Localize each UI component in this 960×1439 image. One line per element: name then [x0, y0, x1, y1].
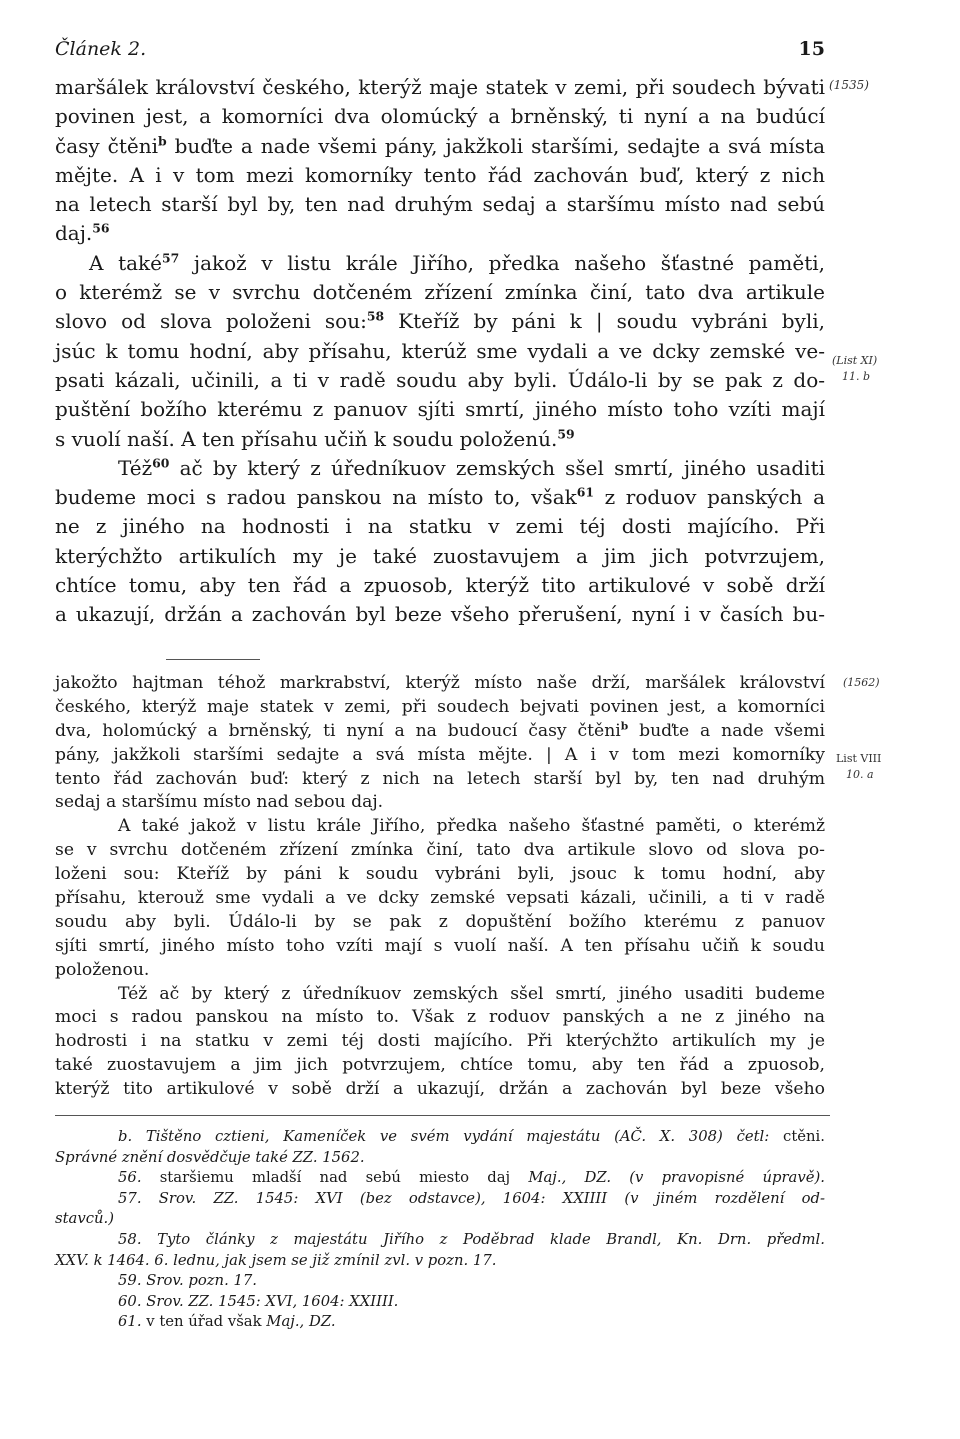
- text-line: povinen jest, a komorníci dva olomúcký a brněnský, ti nyní a na budúcí: [55, 104, 825, 129]
- text-line: mějte. A i v tom mezi komorníky tento řád zachován buď, který z nich: [55, 162, 825, 187]
- text-line: ne z jiného na hodnosti i na statku v zemi téj dosti majícího. Při: [55, 514, 825, 539]
- variant-text: [55, 672, 825, 1102]
- footnote-marker: 61: [576, 484, 594, 500]
- text-line: tento řád zachován buď: který z nich na letech starší byl by, ten nad druhým: [55, 768, 825, 789]
- text-line: českého, kterýž maje statek v zemi, při soudech bejvati povinen jest, a komorníci: [55, 696, 825, 717]
- footnote-56: 56. staršiemu mladší nad sebú miesto daj Maj., DZ. (v pravopisné úpravě).: [118, 1169, 825, 1187]
- text-line: sedaj a staršímu místo nad sebou daj.: [55, 792, 384, 813]
- text-line: o kterémž se v svrchu dotčeném zřízení zmínka činí, tato dva artikule: [55, 280, 825, 305]
- footnote-rule: [55, 1115, 830, 1116]
- footnote-61: 61. v ten úřad však Maj., DZ.: [118, 1313, 336, 1331]
- margin-note-folio: List VIII: [836, 752, 882, 765]
- footnote-57: 57. Srov. ZZ. 1545: XVI (bez odstavce), 1604: XXIIII (v jiném rozdělení od-: [118, 1189, 825, 1207]
- text-line: a ukazují, držán a zachován byl beze všeho přerušení, nyní i v časích bu-: [55, 602, 825, 627]
- text-line: se v svrchu dotčeném zřízení zmínka činí, tato dva artikule slovo od slova po-: [55, 840, 825, 861]
- chapter-title: Článek 2.: [55, 38, 147, 60]
- footnote-60: 60. Srov. ZZ. 1545: XVI, 1604: XXIIII.: [118, 1292, 399, 1310]
- text-line: pány, jakžkoli staršími sedajte a svá místa mějte. | A i v tom mezi komorníky: [55, 744, 825, 765]
- footnote-b: b. Tištěno cztieni, Kameníček ve svém vydání majestátu (AČ. X. 308) četl: ctěni.: [118, 1128, 825, 1145]
- margin-note-year: (1562): [843, 676, 880, 689]
- text-line: A také jakož v listu krále Jiřího, předka našeho šťastné paměti, o kterémž: [118, 816, 825, 837]
- margin-note-folio-side: 10. a: [846, 768, 874, 781]
- text-line: sjíti smrtí, jiného místo toho vzíti mají s vuolí naší. A ten přísahu učiň k soudu: [55, 935, 825, 956]
- text-line: časy čtěni$^b$ buďte a nade všemi pány, jakžkoli staršími, sedajte a svá místa: [55, 132, 825, 158]
- margin-note-folio: (List XI): [832, 354, 878, 367]
- text-line: daj.$^{56}$: [55, 220, 110, 246]
- text-line: soudu aby byli. Údálo-li by se pak z dopuštění božího kterému z panuov: [55, 911, 825, 932]
- text-line: psati kázali, učinili, a ti v radě soudu aby byli. Údálo-li by se pak z do-: [55, 367, 825, 392]
- text-line: jakožto hajtman téhož markrabství, kterýž místo naše drží, maršálek království: [55, 673, 825, 693]
- margin-note-folio-side: 11. b: [842, 370, 871, 383]
- footnote-57-continued: stavců.): [55, 1210, 115, 1228]
- text-line: loženi sou: Kteříž by páni k soudu vybráni byli, jsouc k tomu hodní, aby: [55, 864, 825, 885]
- text-line: dva, holomúcký a brněnský, ti nyní a na budoucí časy čtěni$^b$ buďte a nade všemi: [55, 719, 825, 741]
- footnote-59: 59. Srov. pozn. 17.: [118, 1272, 258, 1290]
- footnote-marker: b: [620, 719, 629, 733]
- text-line: jsúc k tomu hodní, aby přísahu, kterúž sme vydali a ve dcky zemské ve-: [55, 338, 825, 363]
- text-line: budeme moci s radou panskou na místo to, však$^{61}$ z roduov panských a: [55, 484, 825, 510]
- footnote-marker: 60: [152, 455, 170, 471]
- text-line: Též ač by který z úředníkuov zemských sšel smrtí, jiného usaditi budeme: [118, 983, 825, 1004]
- margin-note-year: (1535): [829, 78, 869, 92]
- text-line: hodrosti i na statku v zemi téj dosti majícího. Při kterýchžto artikulích my je: [55, 1031, 825, 1052]
- text-line: také zuostavujem a jim jich potvrzujem, chtíce tomu, aby ten řád a zpuosob,: [55, 1055, 825, 1076]
- text-line: kterýchžto artikulích my je také zuostavujem a jim jich potvrzujem,: [55, 543, 825, 568]
- text-line: přísahu, kterouž sme vydali a ve dcky zemské vepsati kázali, učinili, a ti v radě: [55, 888, 825, 909]
- text-line: položenou.: [55, 959, 150, 980]
- text-line: chtíce tomu, aby ten řád a zpuosob, kterýž tito artikulové v sobě drží: [55, 573, 825, 598]
- text-line: kterýž tito artikulové v sobě drží a ukazují, držán a zachován byl beze všeho: [55, 1079, 825, 1100]
- footnote-b-continued: Správné znění dosvědčuje také ZZ. 1562.: [55, 1148, 365, 1166]
- footnote-marker: 59: [557, 425, 575, 441]
- footnote-marker: b: [158, 132, 167, 148]
- footnote-marker: 58: [366, 308, 385, 324]
- text-line: na letech starší byl by, ten nad druhým sedaj a staršímu místo nad sebú: [55, 192, 825, 217]
- text-line: maršálek království českého, kterýž maje statek v zemi, při soudech bývati: [55, 75, 825, 99]
- text-line: A také$^{57}$ jakož v listu krále Jiřího, předka našeho šťastné paměti,: [89, 250, 825, 275]
- footnote-marker: 56: [92, 220, 110, 236]
- text-line: Též$^{60}$ ač by který z úředníkuov zemských sšel smrtí, jiného usaditi: [118, 455, 825, 480]
- main-text: [55, 73, 825, 630]
- footnote-58: 58. Tyto články z majestátu Jiřího z Poděbrad klade Brandl, Kn. Drn. předml.: [118, 1230, 825, 1248]
- text-line: moci s radou panskou na místo to. Však z roduov panských a ne z jiného na: [55, 1007, 825, 1028]
- text-line: slovo od slova položeni sou:$^{58}$ Kteříž by páni k | soudu vybráni byli,: [55, 308, 825, 334]
- page-number: 15: [798, 38, 825, 60]
- footnote-58-continued: XXV. k 1464. 6. lednu, jak jsem se již zmínil zvl. v pozn. 17.: [55, 1251, 497, 1269]
- footnotes: [55, 1127, 825, 1333]
- text-line: puštění božího kterému z panuov sjíti smrtí, jiného místo toho vzíti mají: [55, 397, 825, 422]
- separator-rule: [166, 659, 260, 660]
- running-header: [55, 38, 825, 68]
- footnote-marker: 57: [162, 250, 180, 266]
- text-line: s vuolí naší. A ten přísahu učiň k soudu položenú.$^{59}$: [55, 425, 575, 451]
